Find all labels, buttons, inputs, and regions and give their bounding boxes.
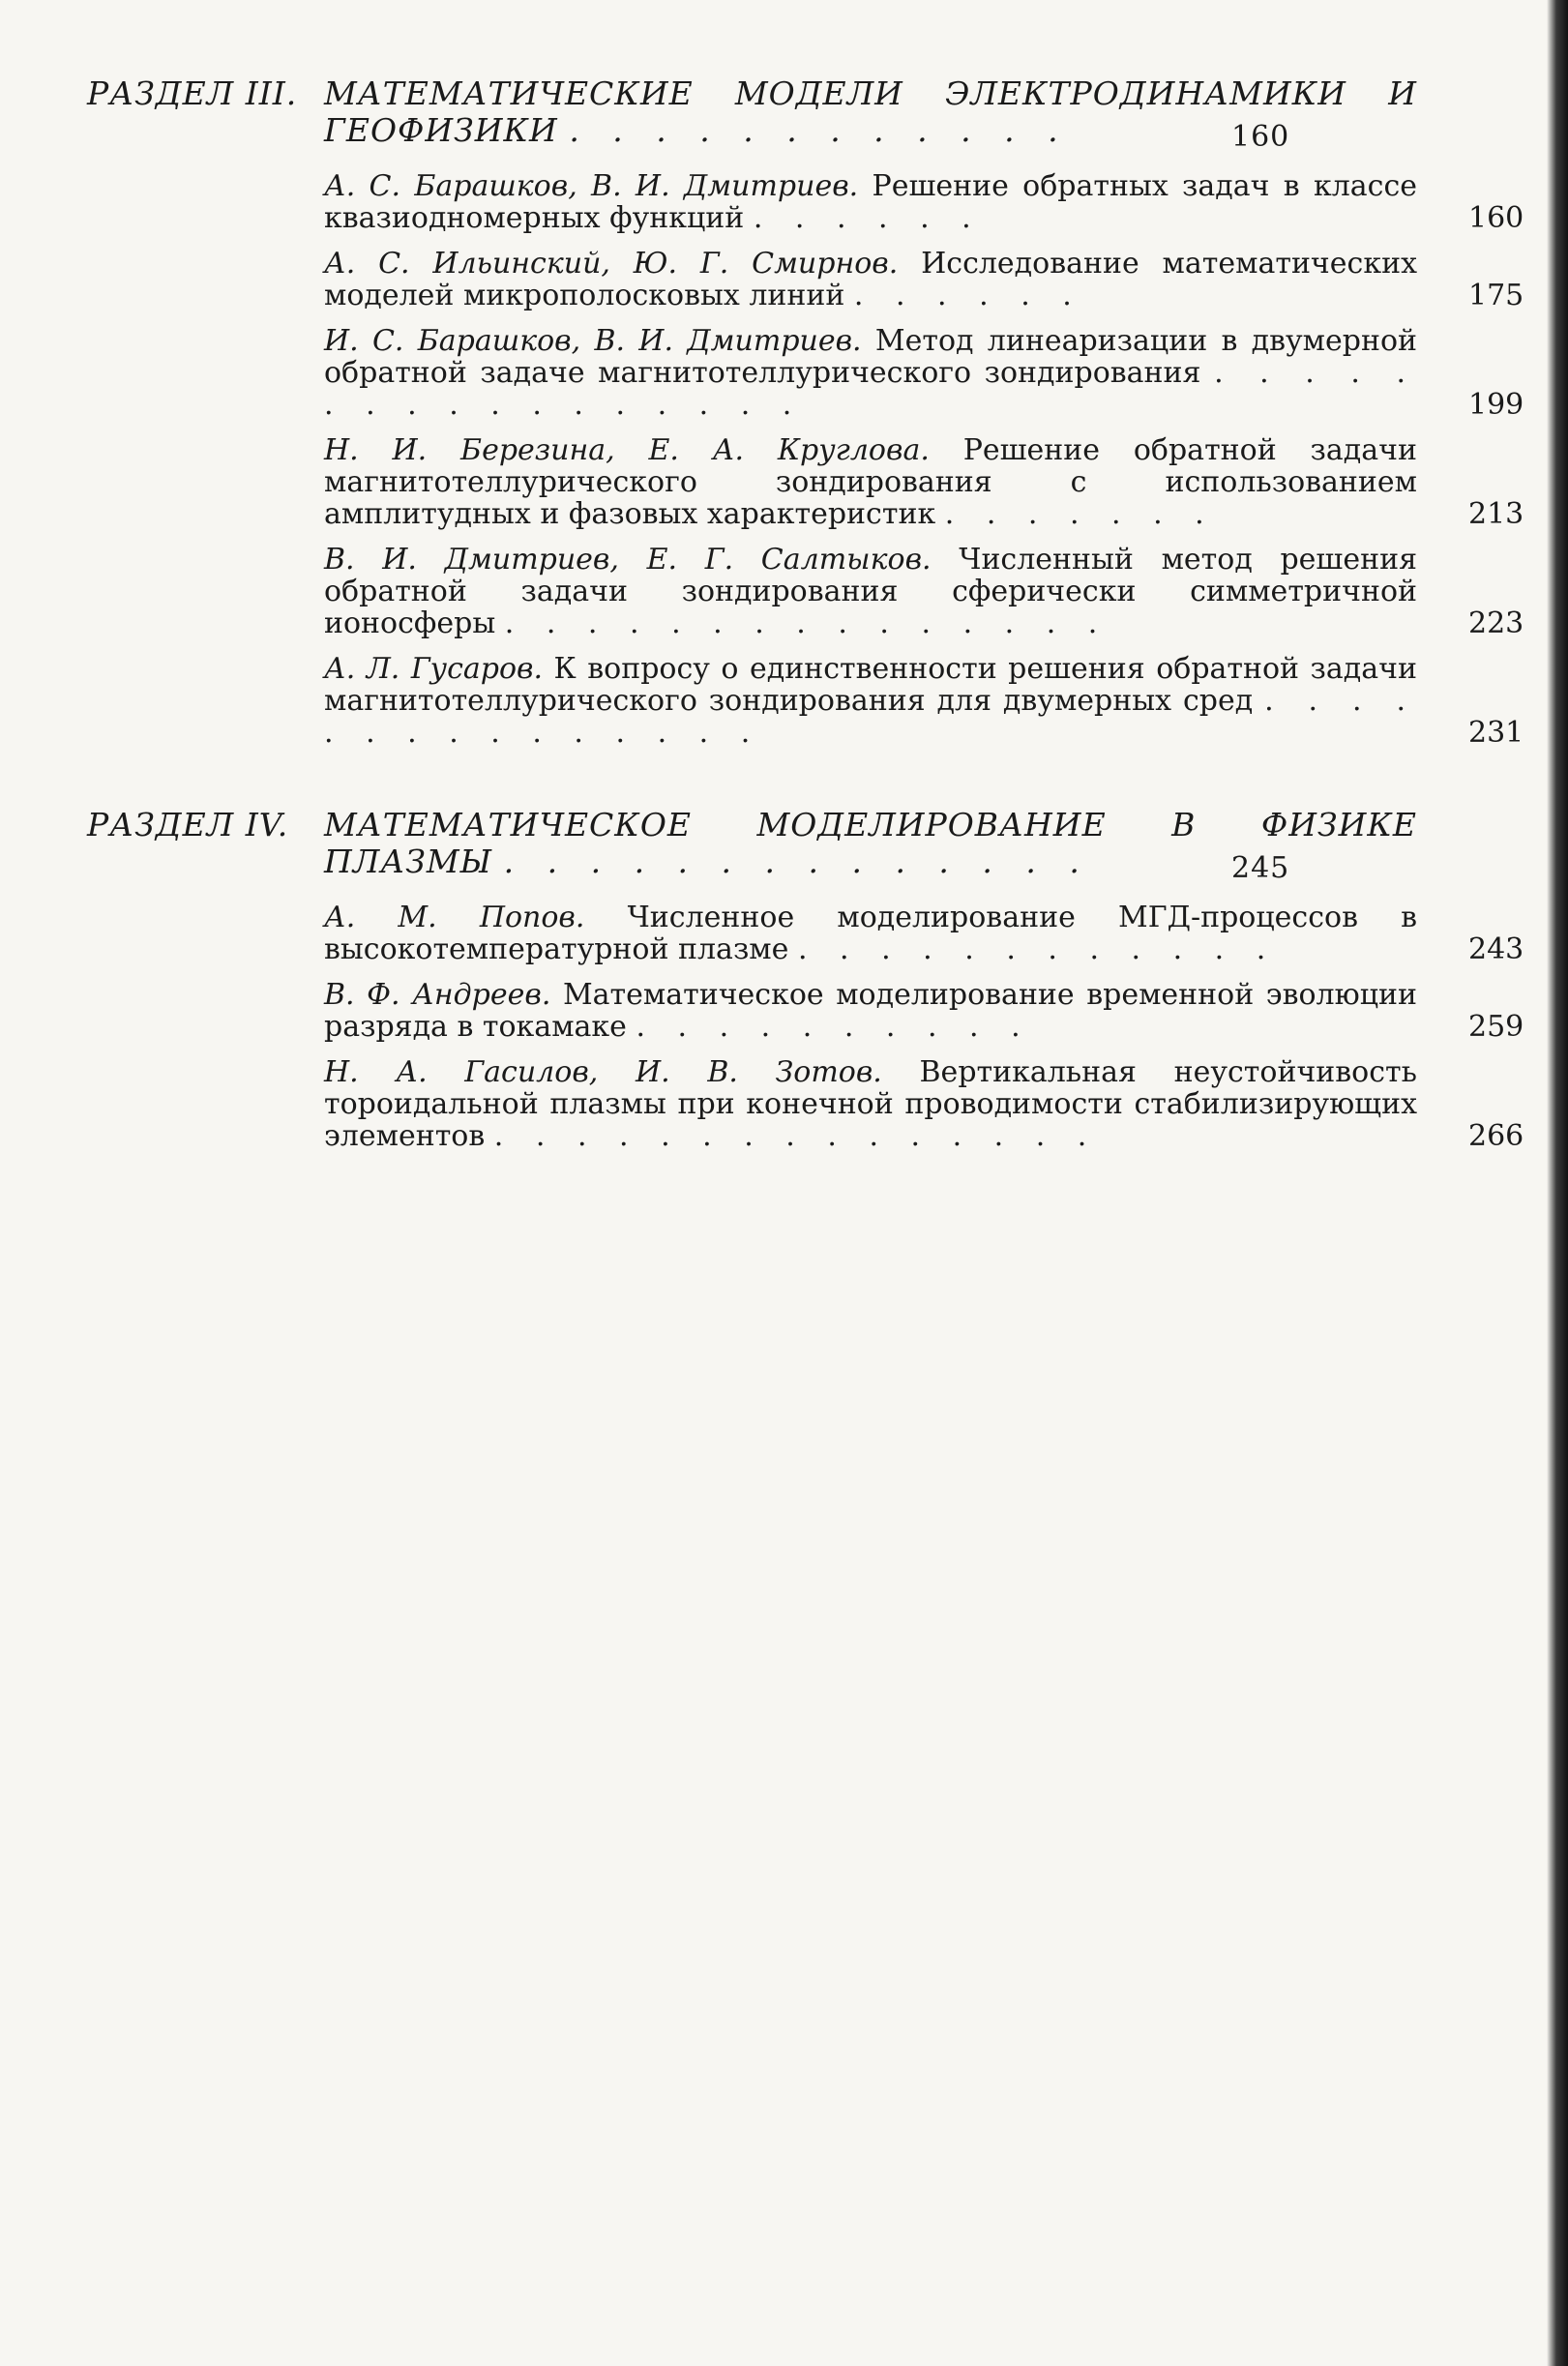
page-number: 213 [1468, 497, 1524, 531]
leader-dots: . . . . . . . . . . . . . . . [324, 684, 1417, 750]
toc-entry [324, 324, 1524, 422]
page-number: 160 [1468, 201, 1524, 235]
entry-title: Вертикальная неустойчивость тороидальной плазмы при конечной проводимости стабилизирующих элементов [324, 1055, 1417, 1153]
entry-authors: В. И. Дмитриев, Е. Г. Салтыков. [324, 543, 932, 577]
entry-list [324, 169, 1524, 750]
entry-authors: Н. А. Гасилов, И. В. Зотов. [324, 1055, 882, 1089]
section-label: РАЗДЕЛ III. [87, 74, 298, 112]
section-heading [87, 74, 1441, 154]
page-number: 243 [1468, 932, 1524, 966]
page-number: 231 [1468, 716, 1524, 750]
toc-entry [324, 433, 1524, 531]
toc-entry [324, 652, 1524, 750]
leader-dots: . . . . . . . . . . . . . . . [493, 1119, 1099, 1153]
entry-authors: В. Ф. Андреев. [324, 978, 551, 1012]
leader-dots: . . . . . . [853, 279, 1083, 312]
section-3 [87, 74, 1524, 750]
entry-title: Метод линеаризации в двумерной обратной задаче магнитотеллурического зондирования [324, 324, 1417, 390]
entry-title: Решение обратной задачи магнитотеллурического зондирования с использованием амплитудных и фазовых характеристик [324, 433, 1417, 531]
entry-authors: А. Л. Гусаров. [324, 652, 544, 686]
entry-authors: А. С. Ильинский, Ю. Г. Смирнов. [324, 247, 899, 281]
entry-list [324, 901, 1524, 1153]
toc-entry [324, 169, 1524, 235]
leader-dots: . . . . . . . . . . . . . . . [504, 606, 1109, 640]
leader-dots: . . . . . . . . . . . . . . . . . [324, 356, 1418, 422]
leader-dots: . . . . . . . . . . . . [797, 932, 1278, 966]
page-number: 259 [1468, 1010, 1524, 1044]
entry-title: Математическое моделирование временной эволюции разряда в токамаке [324, 978, 1418, 1044]
section-4 [87, 806, 1524, 1153]
entry-authors: И. С. Барашков, В. И. Дмитриев. [324, 324, 862, 358]
entry-authors: Н. И. Березина, Е. А. Круглова. [324, 433, 930, 467]
section-title-text: МАТЕМАТИЧЕСКОЕ МОДЕЛИРОВАНИЕ В ФИЗИКЕ ПЛАЗМЫ [324, 806, 1417, 880]
entry-title: Численный метод решения обратной задачи зондирования сферически симметричной ионосферы [324, 543, 1417, 640]
page-number: 223 [1468, 606, 1524, 640]
leader-dots: . . . . . . . . . . . . . . [503, 843, 1091, 880]
toc-entry [324, 978, 1524, 1044]
toc-entry [324, 1055, 1524, 1153]
entry-title: К вопросу о единственности решения обратной задачи магнитотеллурического зондирования для двумерных сред [324, 652, 1417, 718]
entry-authors: А. М. Попов. [324, 901, 585, 934]
page-number: 266 [1468, 1119, 1524, 1153]
entry-title: Исследование математических моделей микрополосковых линий [324, 247, 1417, 312]
leader-dots: . . . . . . [753, 201, 983, 235]
section-label: РАЗДЕЛ IV. [87, 806, 289, 843]
leader-dots: . . . . . . . [944, 497, 1216, 531]
entry-authors: А. С. Барашков, В. И. Дмитриев. [324, 169, 859, 203]
entry-title: Решение обратных задач в классе квазиодномерных функций [324, 169, 1417, 235]
page-number: 160 [1231, 120, 1290, 154]
leader-dots: . . . . . . . . . . . . [569, 111, 1070, 149]
section-heading [87, 806, 1441, 885]
table-of-contents [87, 74, 1524, 1210]
leader-dots: . . . . . . . . . . [636, 1010, 1032, 1044]
page-number: 199 [1468, 388, 1524, 422]
page-number: 175 [1468, 279, 1524, 312]
page-number: 245 [1231, 851, 1290, 885]
toc-entry [324, 901, 1524, 966]
scan-edge [1547, 0, 1568, 2366]
entry-title: Численное моделирование МГД-процессов в высокотемпературной плазме [324, 901, 1418, 966]
section-title-text: МАТЕМАТИЧЕСКИЕ МОДЕЛИ ЭЛЕКТРОДИНАМИКИ И ГЕОФИЗИКИ [324, 74, 1417, 149]
toc-entry [324, 247, 1524, 312]
toc-entry [324, 543, 1524, 640]
